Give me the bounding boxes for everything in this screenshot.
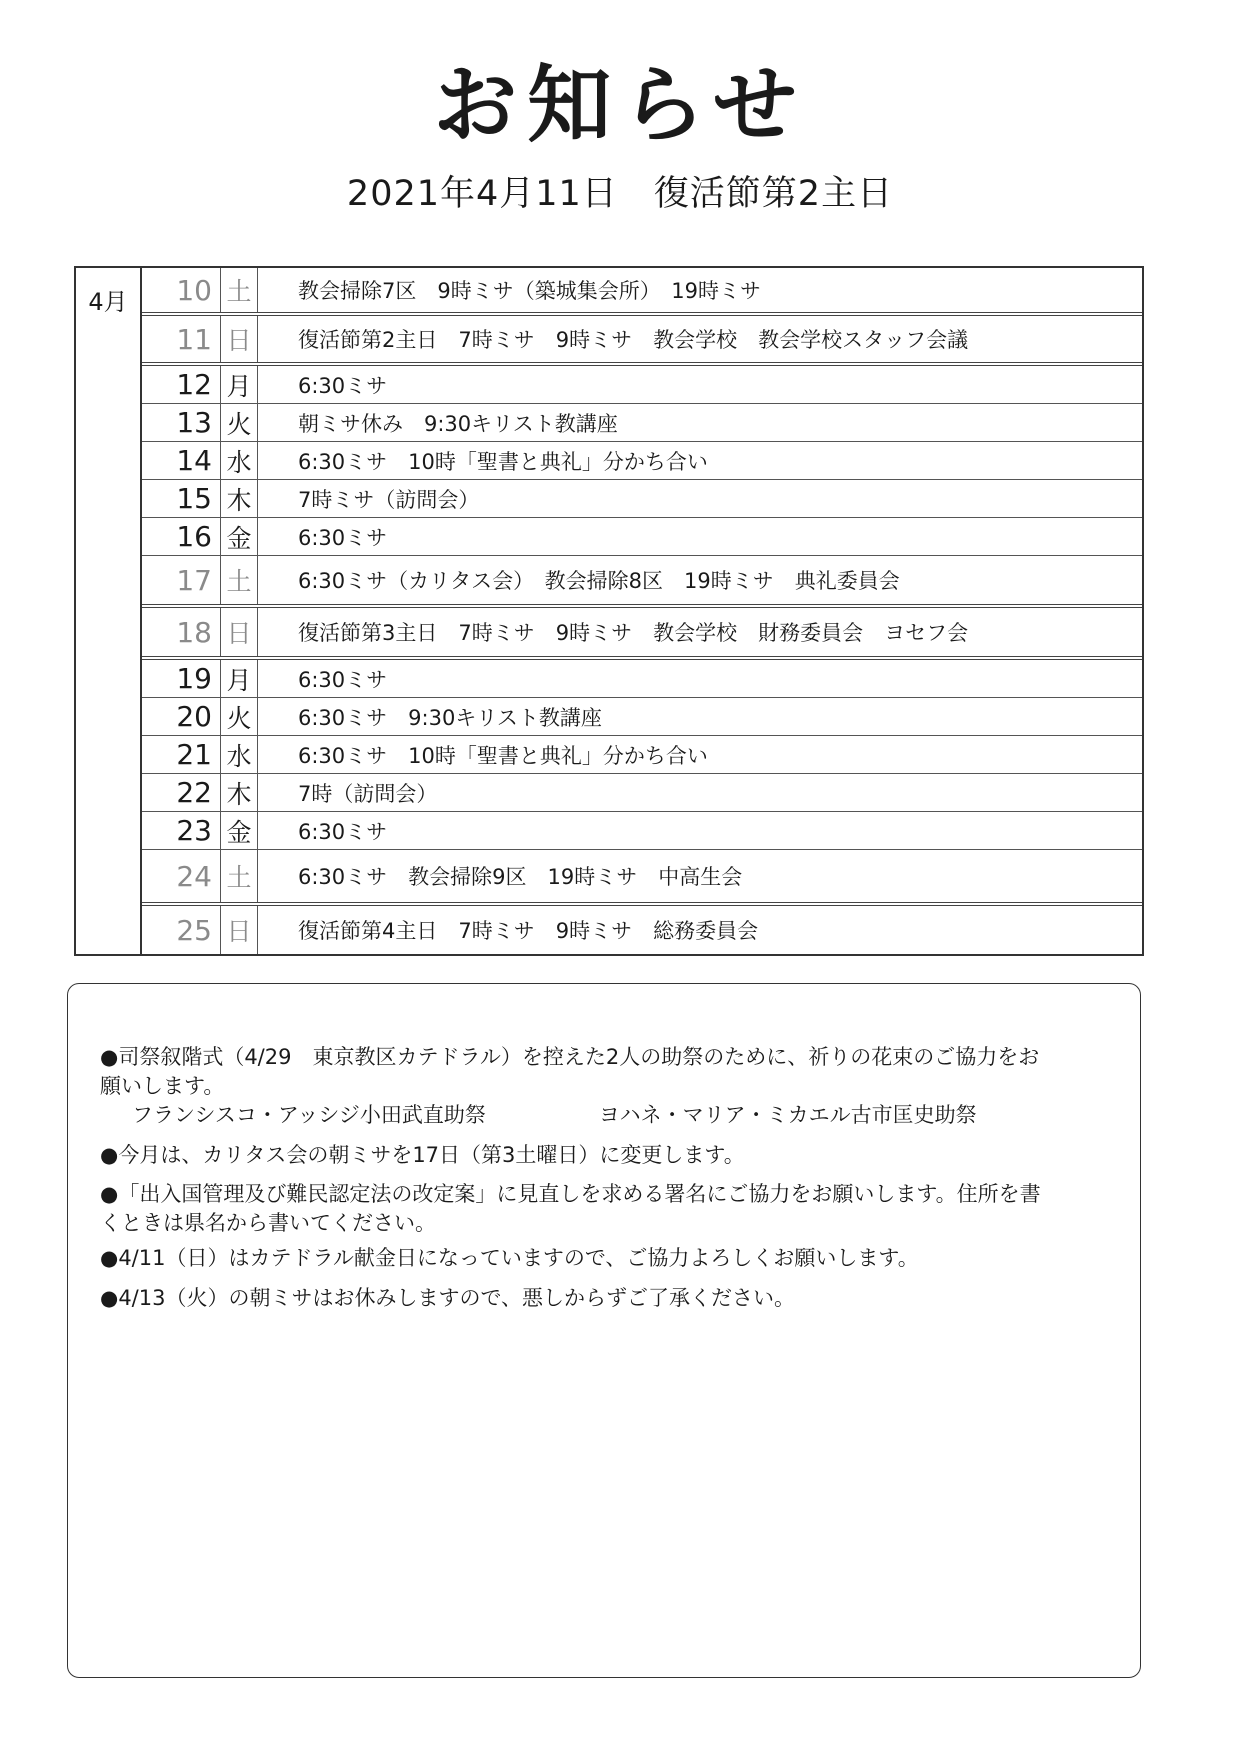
weekday: 水 bbox=[220, 442, 258, 479]
weekday: 月 bbox=[220, 660, 258, 697]
day-number: 22 bbox=[176, 776, 212, 809]
day-number: 11 bbox=[176, 322, 212, 356]
day-number: 23 bbox=[176, 814, 212, 847]
events: 朝ミサ休み 9:30キリスト教講座 bbox=[298, 411, 618, 436]
deacon-name: ヨハネ・マリア・ミカエル古市匡史助祭 bbox=[598, 1103, 977, 1127]
schedule-row bbox=[142, 316, 1142, 366]
day-number: 17 bbox=[176, 563, 212, 597]
schedule-row bbox=[142, 774, 1142, 812]
day-number: 12 bbox=[176, 368, 212, 401]
events: 6:30ミサ 9:30キリスト教講座 bbox=[298, 705, 602, 730]
notice-item: ●4/13（火）の朝ミサはお休みしますので、悪しからずご了承ください。 bbox=[100, 1286, 796, 1310]
events: 7時（訪問会） bbox=[298, 781, 438, 806]
weekday: 火 bbox=[220, 698, 258, 735]
schedule-row bbox=[142, 698, 1142, 736]
notice-text: 願いします。 bbox=[100, 1074, 225, 1098]
events: 6:30ミサ bbox=[298, 667, 388, 692]
weekday: 日 bbox=[220, 906, 258, 954]
schedule-row bbox=[142, 518, 1142, 556]
day-number: 10 bbox=[176, 273, 212, 307]
day-number: 16 bbox=[176, 520, 212, 553]
notice-item: ●今月は、カリタス会の朝ミサを17日（第3土曜日）に変更します。 bbox=[100, 1143, 745, 1167]
day-number: 19 bbox=[176, 662, 212, 695]
events: 6:30ミサ 10時「聖書と典礼」分かち合い bbox=[298, 449, 708, 474]
notice-text: くときは県名から書いてください。 bbox=[100, 1211, 436, 1235]
weekday: 水 bbox=[220, 736, 258, 773]
weekday: 木 bbox=[220, 480, 258, 517]
weekday: 月 bbox=[220, 366, 258, 403]
weekday: 金 bbox=[220, 812, 258, 849]
events: 復活節第2主日 7時ミサ 9時ミサ 教会学校 教会学校スタッフ会議 bbox=[298, 328, 969, 352]
events: 6:30ミサ bbox=[298, 819, 388, 844]
notice-item: ●4/11（日）はカテドラル献金日になっていますので、ご協力よろしくお願いします。 bbox=[100, 1246, 919, 1270]
weekday: 日 bbox=[220, 316, 258, 362]
schedule-row bbox=[142, 608, 1142, 660]
day-number: 14 bbox=[176, 444, 212, 477]
day-number: 18 bbox=[176, 615, 212, 649]
events: 復活節第4主日 7時ミサ 9時ミサ 総務委員会 bbox=[298, 919, 759, 943]
page-title: お知らせ bbox=[433, 56, 807, 154]
weekday: 金 bbox=[220, 518, 258, 555]
notice-item bbox=[100, 1043, 1100, 1101]
day-number: 13 bbox=[176, 406, 212, 439]
schedule-row bbox=[142, 906, 1142, 954]
day-number: 20 bbox=[176, 700, 212, 733]
events: 6:30ミサ bbox=[298, 525, 388, 550]
schedule-row bbox=[142, 850, 1142, 906]
deacon-name: フランシスコ・アッシジ小田武直助祭 bbox=[132, 1103, 486, 1127]
day-number: 25 bbox=[176, 913, 212, 947]
month-label: 4月 bbox=[76, 268, 142, 954]
page-subtitle: 2021年4月11日 復活節第2主日 bbox=[346, 174, 894, 214]
schedule-row bbox=[142, 556, 1142, 608]
schedule-row bbox=[142, 268, 1142, 316]
weekday: 日 bbox=[220, 608, 258, 656]
schedule-table bbox=[74, 266, 1144, 956]
schedule-row bbox=[142, 404, 1142, 442]
weekday: 木 bbox=[220, 774, 258, 811]
events: 教会掃除7区 9時ミサ（築城集会所） 19時ミサ bbox=[298, 279, 761, 303]
day-number: 24 bbox=[176, 859, 212, 893]
deacon-names bbox=[132, 1101, 1092, 1130]
weekday: 土 bbox=[220, 850, 258, 902]
schedule-row bbox=[142, 736, 1142, 774]
weekday: 土 bbox=[220, 556, 258, 604]
notice-item bbox=[100, 1180, 1100, 1238]
schedule-row bbox=[142, 480, 1142, 518]
events: 6:30ミサ 教会掃除9区 19時ミサ 中高生会 bbox=[298, 865, 743, 889]
events: 6:30ミサ（カリタス会） 教会掃除8区 19時ミサ 典礼委員会 bbox=[298, 569, 900, 593]
day-number: 15 bbox=[176, 482, 212, 515]
schedule-row bbox=[142, 442, 1142, 480]
day-number: 21 bbox=[176, 738, 212, 771]
events: 7時ミサ（訪問会） bbox=[298, 487, 480, 512]
weekday: 土 bbox=[220, 268, 258, 312]
events: 復活節第3主日 7時ミサ 9時ミサ 教会学校 財務委員会 ヨセフ会 bbox=[298, 621, 969, 645]
schedule-row bbox=[142, 366, 1142, 404]
schedule-row bbox=[142, 812, 1142, 850]
schedule-row bbox=[142, 660, 1142, 698]
notice-box bbox=[67, 983, 1141, 1678]
weekday: 火 bbox=[220, 404, 258, 441]
notice-text: ●司祭叙階式（4/29 東京教区カテドラル）を控えた2人の助祭のために、祈りの花束のご協力をお bbox=[100, 1045, 1040, 1069]
notice-text: ●「出入国管理及び難民認定法の改定案」に見直しを求める署名にご協力をお願いします。住所を書 bbox=[100, 1182, 1041, 1206]
events: 6:30ミサ 10時「聖書と典礼」分かち合い bbox=[298, 743, 708, 768]
events: 6:30ミサ bbox=[298, 373, 388, 398]
